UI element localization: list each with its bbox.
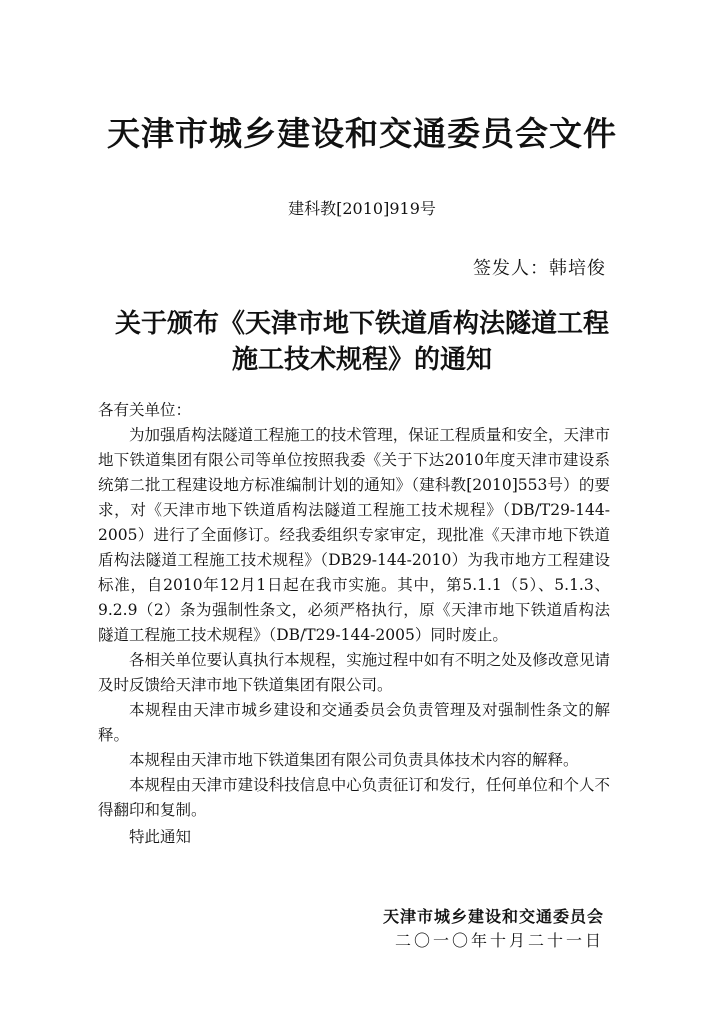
issuing-authority-title: 天津市城乡建设和交通委员会文件: [107, 114, 617, 153]
notice-title-line-2: 施工技术规程》的通知: [231, 345, 492, 375]
paragraph: 本规程由天津市建设科技信息中心负责征订和发行，任何单位和个人不得翻印和复制。: [98, 776, 610, 819]
notice-title: [0, 306, 724, 378]
paragraph: 本规程由天津市城乡建设和交通委员会负责管理及对强制性条文的解释。: [98, 701, 610, 744]
issue-date: 二〇一〇年十月二十一日: [394, 931, 604, 950]
closing-remark: 特此通知: [129, 828, 192, 846]
salutation: 各有关单位：: [98, 401, 192, 419]
notice-body: [98, 398, 610, 850]
issuer-signature: 天津市城乡建设和交通委员会: [382, 907, 604, 926]
document-number: 建科教[2010]919号: [288, 199, 436, 218]
notice-title-line-1: 关于颁布《天津市地下铁道盾构法隧道工程: [114, 309, 609, 339]
paragraph: 为加强盾构法隧道工程施工的技术管理，保证工程质量和安全，天津市地下铁道集团有限公司等单位按照我委《关于下达2010年度天津市建设系统第二批工程建设地方标准编制计划的通知》（建科教[2010]553号）的要求，对《天津市地下铁道盾构法隧道工程施工技术规程》（DB/T29-144-2005）进行了全面修订。经我委组织专家审定，现批准《天津市地下铁道盾构法隧道工程施工技术规程》（DB29-144-2010）为我市地方工程建设标准，自2010年12月1日起在我市实施。其中，第5.1.1（5）、5.1.3、9.2.9（2）条为强制性条文，必须严格执行，原《天津市地下铁道盾构法隧道工程施工技术规程》（DB/T29-144-2005）同时废止。: [98, 426, 610, 644]
signer: 签发人：韩培俊: [473, 258, 606, 279]
paragraph: 各相关单位要认真执行本规程，实施过程中如有不明之处及修改意见请及时反馈给天津市地下铁道集团有限公司。: [98, 651, 610, 694]
paragraph: 本规程由天津市地下铁道集团有限公司负责具体技术内容的解释。: [129, 751, 579, 769]
